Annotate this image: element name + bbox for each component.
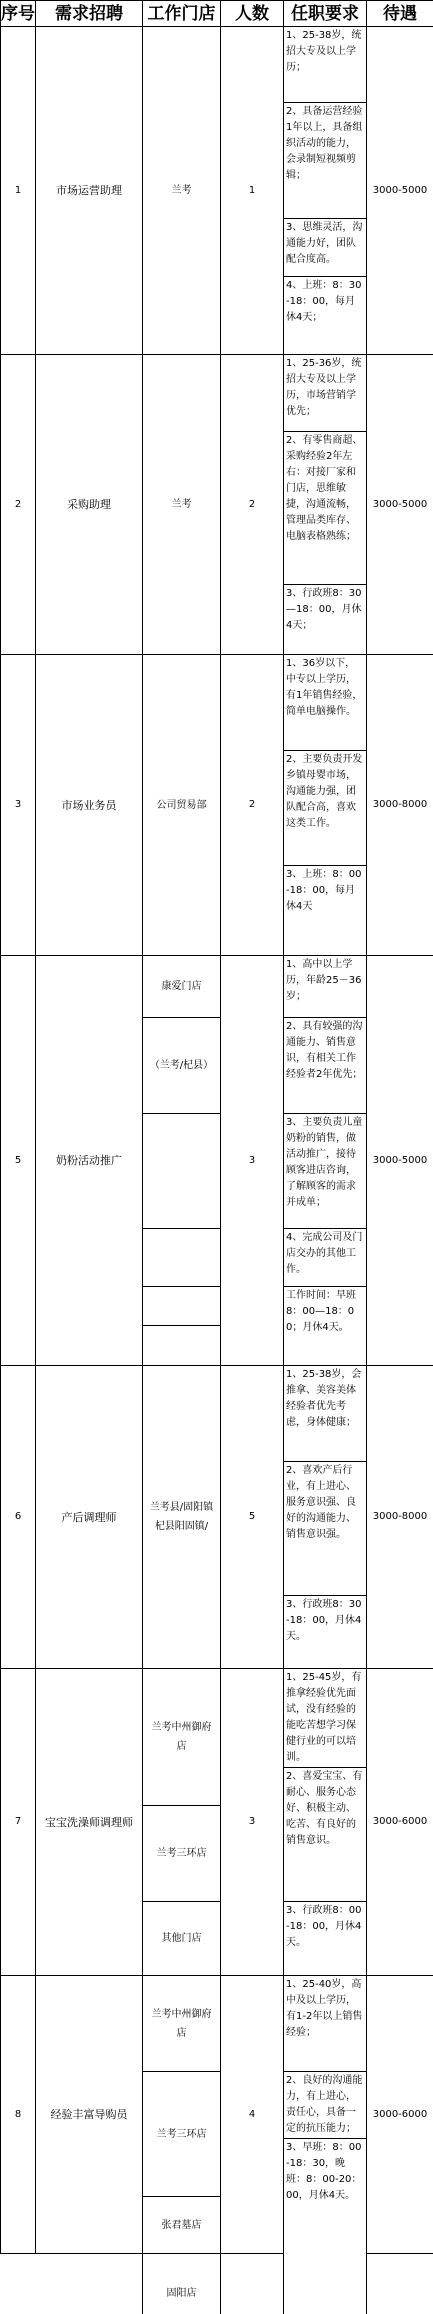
row-count: 2	[221, 355, 284, 655]
row-no: 8	[1, 1976, 36, 2254]
requirement-item: 4、完成公司及门店交办的其他工作。	[284, 1229, 367, 1287]
table-row	[1, 1976, 433, 2072]
row-no: 7	[1, 1669, 36, 1976]
requirement-item: 3、早班：8：00-18：30，晚班：8：00-20：00，月休4天。	[284, 2139, 367, 2314]
row-store: 兰考中州御府店	[143, 1669, 221, 1806]
row-pay: 3000-8000	[367, 1366, 433, 1669]
table-row	[1, 355, 433, 432]
row-store: 兰考	[143, 355, 221, 655]
header-no: 序号	[1, 1, 36, 27]
row-store: 康爱门店	[143, 956, 221, 1018]
table-row	[1, 1366, 433, 1462]
requirement-item: 1、25-38岁，统招大专及以上学历；	[284, 27, 367, 103]
row-count: 1	[221, 27, 284, 355]
row-position: 市场业务员	[36, 655, 143, 956]
header-row	[1, 1, 433, 27]
requirement-item: 2、具有较强的沟通能力、销售意识，有相关工作经验者2年优先；	[284, 1018, 367, 1114]
table-row	[1, 27, 433, 103]
row-store	[143, 1287, 221, 1326]
row-store: 公司贸易部	[143, 655, 221, 956]
requirement-item: 1、25-45岁，有推拿经验优先面试，没有经验的能吃苦想学习保健行业的可以培训。	[284, 1669, 367, 1768]
requirement-item: 1、25-38岁，会推拿、美容美体经验者优先考虑，身体健康；	[284, 1366, 367, 1462]
requirement-item: 4、上班：8：30-18：00，每月休4天；	[284, 277, 367, 355]
row-store	[143, 1229, 221, 1287]
row-pay: 3000-5000	[367, 355, 433, 655]
row-count: 3	[221, 956, 284, 1366]
row-store: 其他门店	[143, 1902, 221, 1976]
requirement-item: 3、行政班8：30-18：00，月休4天。	[284, 1596, 367, 1669]
row-no: 6	[1, 1366, 36, 1669]
requirement-item: 3、主要负责儿童奶粉的销售，做活动推广，接待顾客进店咨询，了解顾客的需求并成单；	[284, 1114, 367, 1229]
row-no: 5	[1, 956, 36, 1366]
requirement-item: 1、高中以上学历，年龄25－36岁；	[284, 956, 367, 1018]
row-no: 1	[1, 27, 36, 355]
row-no: 2	[1, 355, 36, 655]
requirement-item: 1、25-40岁，高中及以上学历，有1-2年以上销售经验；	[284, 1976, 367, 2072]
header-count: 人数	[221, 1, 284, 27]
row-store: 兰考县/固阳镇 杞县阳固镇/	[143, 1366, 221, 1669]
row-pay: 3000-6000	[367, 1976, 433, 2254]
row-position: 经验丰富导购员	[36, 1976, 143, 2254]
row-store: 兰考三环店	[143, 2072, 221, 2197]
requirement-item: 3、上班：8：00-18：00，每月休4天	[284, 866, 367, 956]
row-pay: 3000-5000	[367, 956, 433, 1366]
header-store: 工作门店	[143, 1, 221, 27]
row-store	[143, 1326, 221, 1366]
requirement-item: 2、喜爱宝宝、有耐心、服务心态好、积极主动、吃苦、有良好的销售意识。	[284, 1768, 367, 1902]
header-position: 需求招聘	[36, 1, 143, 27]
requirement-item: 3、行政班8：30—18：00，月休4天；	[284, 585, 367, 655]
requirement-item: 1、25-36岁，统招大专及以上学历，市场营销学优先；	[284, 355, 367, 432]
row-pay: 3000-8000	[367, 655, 433, 956]
row-position: 市场运营助理	[36, 27, 143, 355]
requirement-item: 1、36岁以下，中专以上学历，有1年销售经验，简单电脑操作。	[284, 655, 367, 751]
row-count: 5	[221, 1366, 284, 1669]
row-store: （兰考/杞县）	[143, 1018, 221, 1114]
header-requirements: 任职要求	[284, 1, 367, 27]
row-count: 4	[221, 1976, 284, 2254]
row-store: 固阳店	[143, 2254, 221, 2314]
requirement-item: 3、思维灵活，沟通能力好，团队配合度高。	[284, 219, 367, 277]
row-position: 采购助理	[36, 355, 143, 655]
row-store: 兰考	[143, 27, 221, 355]
requirement-item: 工作时间：早班8：00—18：00；月休4天。	[284, 1287, 367, 1366]
row-store: 兰考三环店	[143, 1806, 221, 1902]
requirement-item: 2、有零售商超、采购经验2年左右：对接厂家和门店，思维敏捷，沟通流畅，管理品类库存、电脑表格熟练；	[284, 432, 367, 585]
row-pay: 3000-6000	[367, 1669, 433, 1976]
row-pay: 3000-5000	[367, 27, 433, 355]
requirement-item: 2、主要负责开发乡镇母婴市场，沟通能力强，团队配合高，喜欢这类工作。	[284, 751, 367, 866]
row-store	[143, 1114, 221, 1229]
requirement-item: 3、行政班8：00-18：00，月休4天。	[284, 1902, 367, 1976]
row-count: 2	[221, 655, 284, 956]
requirement-item: 2、具备运营经验1年以上，具备组织活动的能力，会录制短视频剪辑；	[284, 103, 367, 219]
row-position: 产后调理师	[36, 1366, 143, 1669]
row-store: 张君墓店	[143, 2197, 221, 2254]
row-position: 宝宝洗澡师调理师	[36, 1669, 143, 1976]
row-count: 3	[221, 1669, 284, 1976]
table-row	[1, 655, 433, 751]
table-row	[1, 956, 433, 1018]
requirement-item: 2、喜欢产后行业，有上进心、服务意识强、良好的沟通能力、销售意识强。	[284, 1462, 367, 1596]
row-store: 兰考中州御府店	[143, 1976, 221, 2072]
row-no: 3	[1, 655, 36, 956]
row-position: 奶粉活动推广	[36, 956, 143, 1366]
header-pay: 待遇	[367, 1, 433, 27]
table-row	[1, 1669, 433, 1768]
requirement-item: 2、良好的沟通能力，有上进心，责任心，具备一定的抗压能力；	[284, 2072, 367, 2139]
